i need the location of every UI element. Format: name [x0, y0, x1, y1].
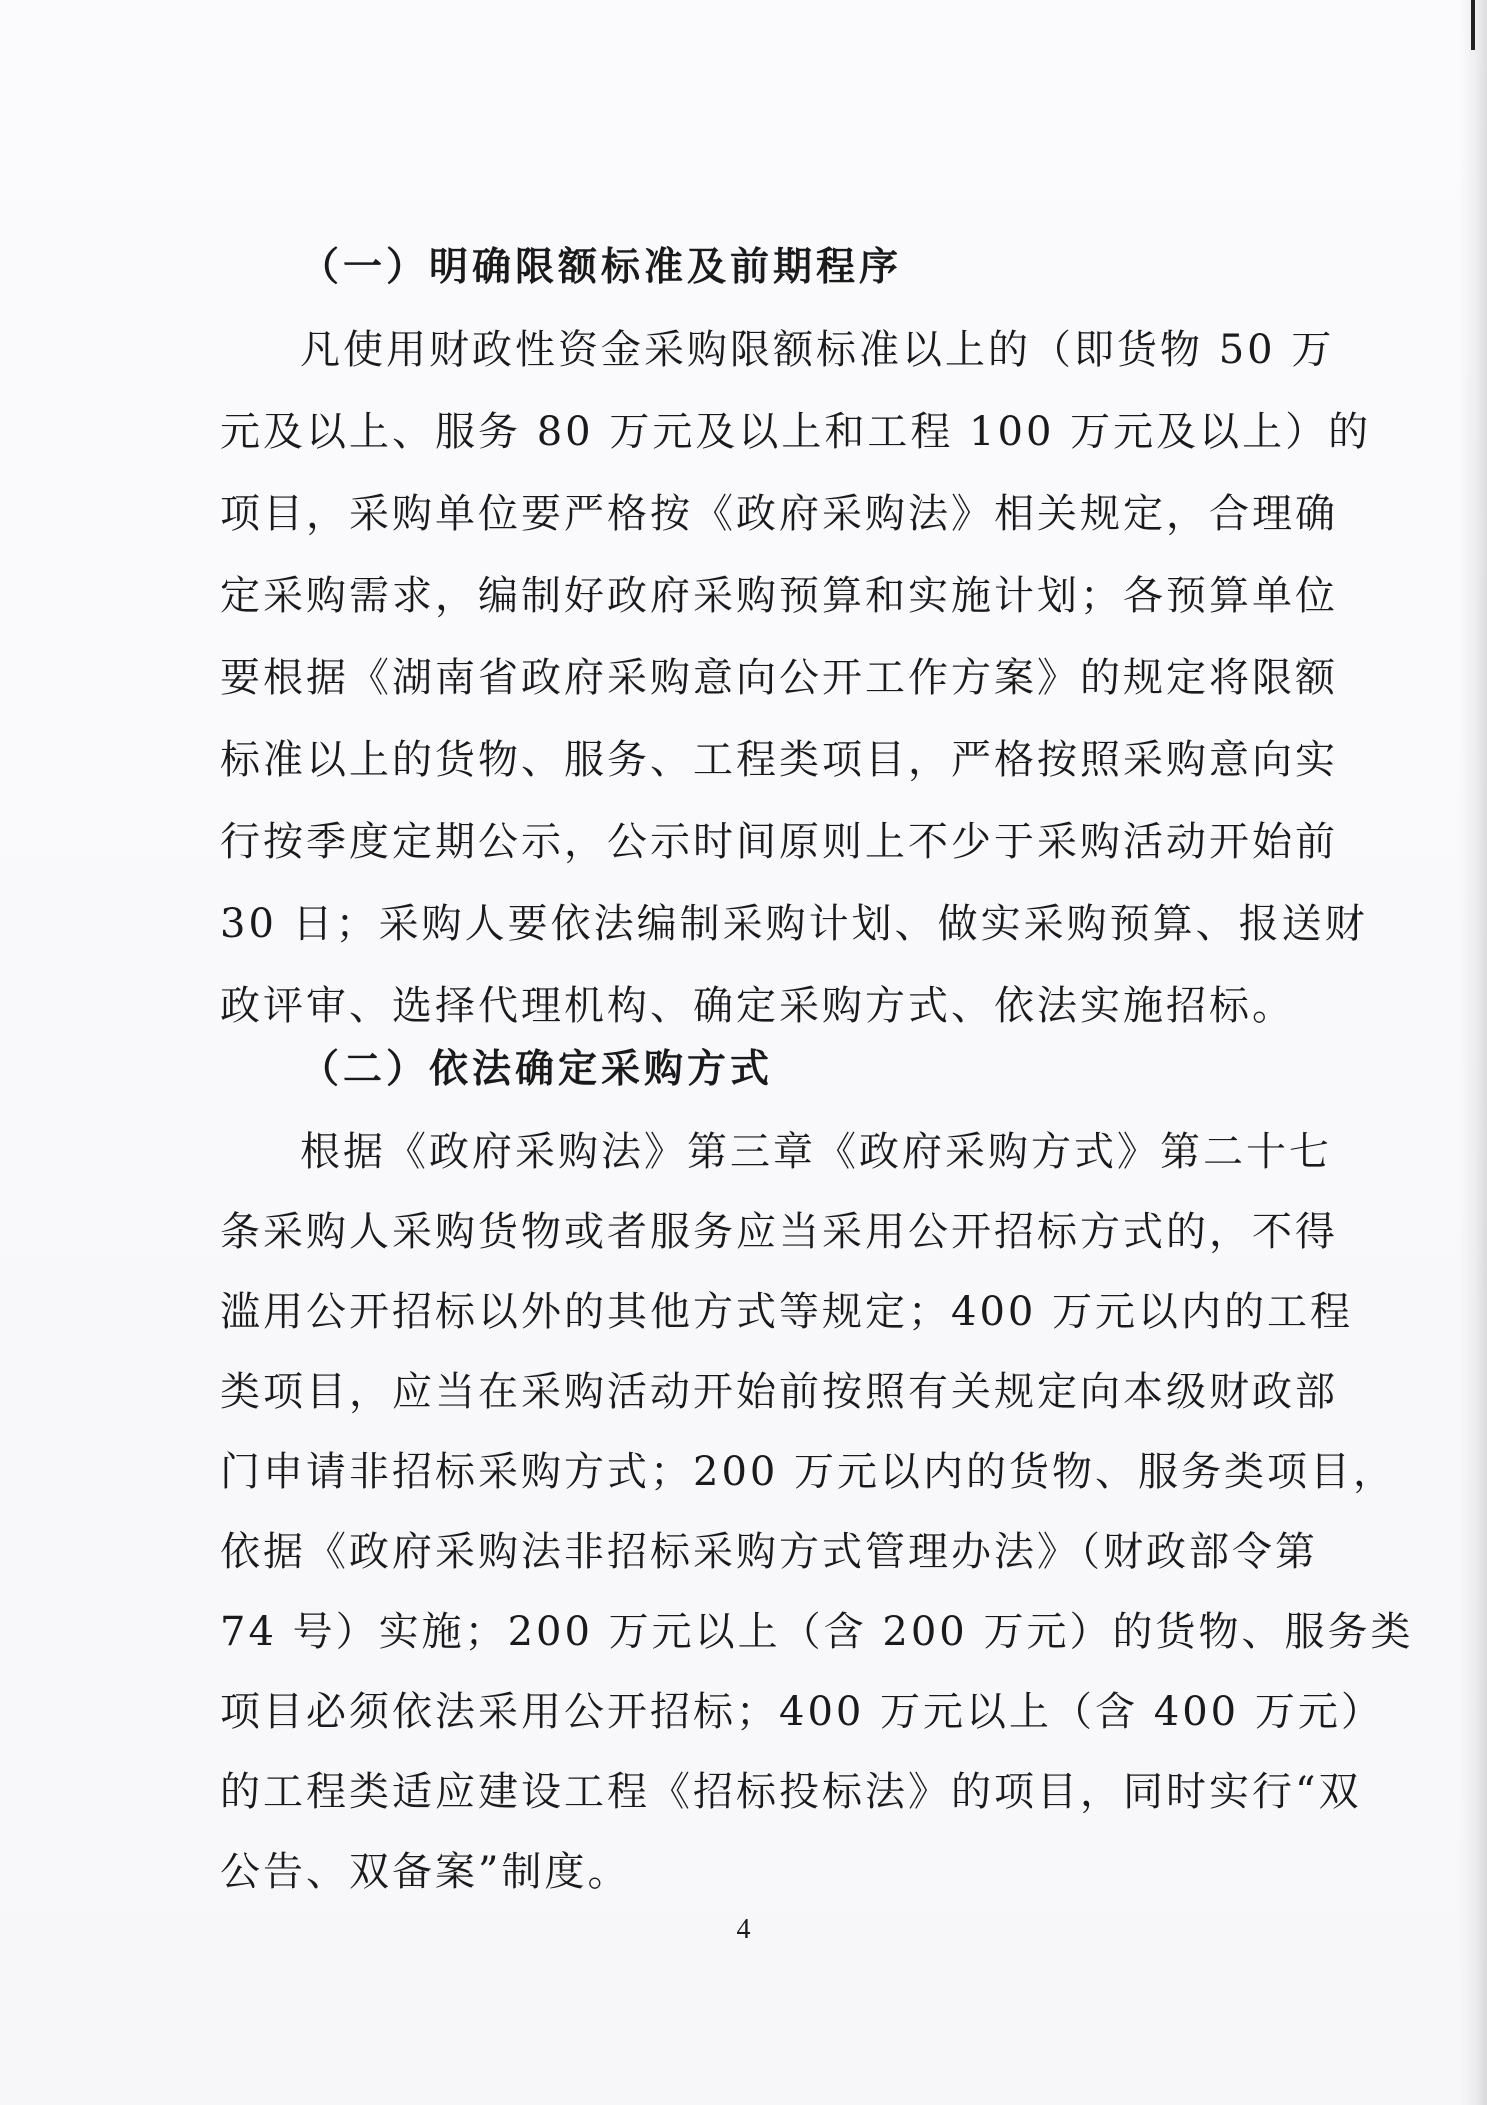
paragraph-line: 政评审、选择代理机构、确定采购方式、依法实施招标。	[220, 983, 1295, 1029]
paragraph-line: 条采购人采购货物或者服务应当采用公开招标方式的，不得	[220, 1209, 1338, 1255]
page-number: 4	[736, 1914, 751, 1945]
paragraph-line: 的工程类适应建设工程《招标投标法》的项目，同时实行“双	[220, 1769, 1362, 1815]
paragraph-line: 凡使用财政性资金采购限额标准以上的（即货物 50 万	[300, 327, 1335, 373]
paragraph-line: 元及以上、服务 80 万元及以上和工程 100 万元及以上）的	[220, 409, 1372, 455]
paragraph-line: 要根据《湖南省政府采购意向公开工作方案》的规定将限额	[220, 655, 1338, 701]
paragraph-line: 滥用公开招标以外的其他方式等规定；400 万元以内的工程	[220, 1289, 1354, 1335]
paragraph-line: 项目必须依法采用公开招标；400 万元以上（含 400 万元）	[220, 1689, 1384, 1735]
paragraph-line: 门申请非招标采购方式；200 万元以内的货物、服务类项目，	[220, 1449, 1397, 1495]
paragraph-line: 定采购需求，编制好政府采购预算和实施计划；各预算单位	[220, 573, 1338, 619]
scan-shadow-edge	[1459, 0, 1487, 2105]
paragraph-line: 类项目，应当在采购活动开始前按照有关规定向本级财政部	[220, 1369, 1338, 1415]
paragraph-line: 标准以上的货物、服务、工程类项目，严格按照采购意向实	[220, 737, 1338, 783]
paragraph-line: 公告、双备案”制度。	[220, 1849, 631, 1895]
section-heading-2: （二）依法确定采购方式	[300, 1047, 774, 1092]
paragraph-line: 项目，采购单位要严格按《政府采购法》相关规定，合理确	[220, 491, 1338, 537]
paragraph-line: 74 号）实施；200 万元以上（含 200 万元）的货物、服务类	[220, 1609, 1414, 1655]
section-heading-1: （一）明确限额标准及前期程序	[300, 245, 903, 290]
scan-edge-mark	[1471, 0, 1475, 50]
paragraph-line: 30 日；采购人要依法编制采购计划、做实采购预算、报送财	[220, 901, 1368, 947]
paragraph-line: 根据《政府采购法》第三章《政府采购方式》第二十七	[300, 1129, 1332, 1175]
paragraph-line: 依据《政府采购法非招标采购方式管理办法》（财政部令第	[220, 1529, 1318, 1575]
paragraph-line: 行按季度定期公示，公示时间原则上不少于采购活动开始前	[220, 819, 1338, 865]
